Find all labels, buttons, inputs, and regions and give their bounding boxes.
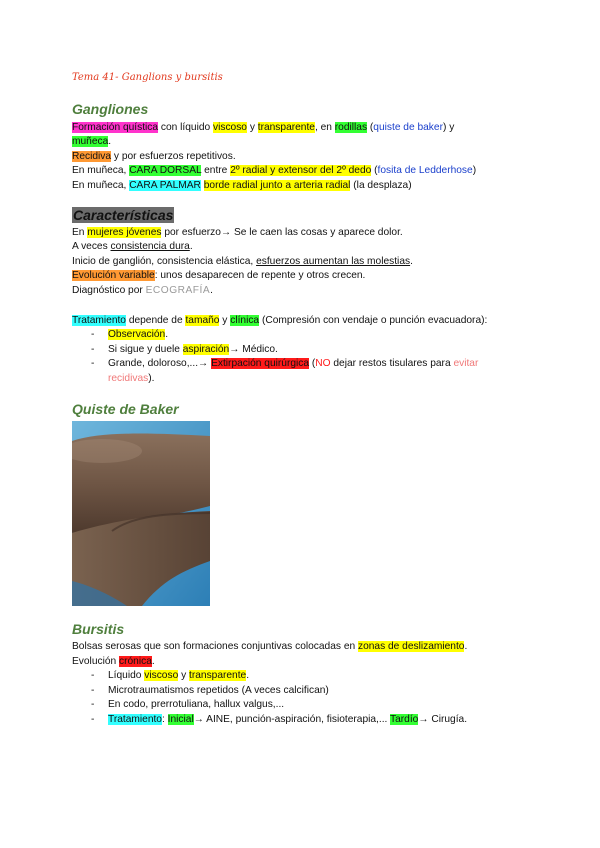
caracteristicas-line-2 <box>72 240 193 253</box>
bursitis-line-1 <box>72 640 467 653</box>
list-item <box>108 698 538 711</box>
text-span: ECOGRAFÍA <box>145 285 211 296</box>
text-span: Microtraumatismos repetidos (A veces calcifican) <box>108 685 329 696</box>
text-span: ) <box>472 165 477 176</box>
text-span: En muñeca, <box>72 180 130 191</box>
text-span: Grande, doloroso,... <box>108 358 199 369</box>
text-span: : <box>161 714 168 725</box>
bullet-dash: - <box>91 329 95 340</box>
text-span: esfuerzos aumentan las molestias <box>256 256 411 267</box>
text-span: aspiración <box>182 344 230 355</box>
text-span: muñeca <box>72 136 109 147</box>
text-span: viscoso <box>144 670 179 681</box>
text-span: Tratamiento <box>108 714 162 725</box>
text-span: . <box>410 256 413 267</box>
text-span: y <box>219 315 231 326</box>
caracteristicas-line-6 <box>72 314 487 327</box>
arrow-icon: → <box>418 714 429 725</box>
text-span: Bolsas serosas que son formaciones conjuntivas colocadas en <box>72 641 358 652</box>
text-span: 2º radial y extensor del 2º dedo <box>230 165 372 176</box>
text-span: : unos desaparecen de repente y otros crecen. <box>154 270 366 281</box>
text-span: y por esfuerzos repetitivos. <box>111 151 236 162</box>
text-span: Se le caen las cosas y aparece dolor. <box>231 227 403 238</box>
bullet-dash: - <box>91 714 95 725</box>
text-span: y <box>246 122 258 133</box>
text-span: Recidiva <box>72 151 112 162</box>
knee-photo <box>72 421 210 606</box>
text-span: En codo, prerrotuliana, hallux valgus,... <box>108 699 285 710</box>
text-span: En muñeca, <box>72 165 130 176</box>
list-item <box>108 328 538 341</box>
text-span: crónica <box>119 656 152 667</box>
ganglions-line-5 <box>72 179 412 192</box>
text-span: zonas de deslizamiento <box>357 641 465 652</box>
bullet-dash: - <box>91 685 95 696</box>
heading-bursitis: Bursitis <box>72 621 125 637</box>
text-span: ) y <box>442 122 455 133</box>
text-span: transparente <box>257 122 315 133</box>
heading-quiste-de-baker: Quiste de Baker <box>72 401 179 417</box>
text-span: y <box>178 670 190 681</box>
text-span: CARA PALMAR <box>129 180 201 191</box>
text-span: . <box>165 329 169 340</box>
list-item-line <box>108 357 538 370</box>
list-item <box>108 713 538 726</box>
text-span: Si sigue y duele <box>108 344 183 355</box>
list-item <box>108 343 538 356</box>
text-span: Evolución <box>72 656 120 667</box>
text-span: rodillas <box>334 122 368 133</box>
text-span: transparente <box>189 670 247 681</box>
text-span: borde radial junto a arteria radial <box>203 180 351 191</box>
arrow-icon: → <box>193 714 204 725</box>
text-span: Formación quística <box>72 122 159 133</box>
heading-caracteristicas <box>72 207 174 223</box>
text-span: recidivas <box>108 373 149 384</box>
text-span: . <box>189 241 193 252</box>
text-span: fosita de Ledderhose <box>377 165 473 176</box>
text-span: dejar restos tisulares para <box>330 358 454 369</box>
bullet-dash: - <box>91 344 95 355</box>
caracteristicas-line-4 <box>72 269 365 282</box>
list-item <box>108 357 538 385</box>
text-span: Evolución variable <box>72 270 155 281</box>
text-span: depende de <box>125 315 186 326</box>
text-span: AINE, punción-aspiración, fisioterapia,... <box>203 714 391 725</box>
ganglions-line-4 <box>72 164 476 177</box>
text-span: ( <box>371 165 378 176</box>
caracteristicas-line-5 <box>72 284 213 297</box>
text-span: . <box>210 285 213 296</box>
caracteristicas-line-1 <box>72 226 403 239</box>
text-span: . <box>108 136 112 147</box>
heading-caracteristicas-text: Características <box>73 207 174 223</box>
document-title: Tema 41- Ganglions y bursitis <box>72 72 223 83</box>
text-span: entre <box>201 165 231 176</box>
text-span: . <box>464 641 468 652</box>
bullet-dash: - <box>91 670 95 681</box>
text-span: Médico. <box>239 344 278 355</box>
text-span: NO <box>315 358 331 369</box>
text-span: ( <box>367 122 374 133</box>
text-span: . <box>246 670 250 681</box>
text-span: quiste de baker <box>373 122 443 133</box>
list-item <box>108 669 538 682</box>
arrow-icon: → <box>229 344 240 355</box>
text-span: mujeres jóvenes <box>87 227 162 238</box>
text-span: por esfuerzo <box>161 227 221 238</box>
text-span: con líquido <box>158 122 213 133</box>
ganglions-line-2 <box>72 135 111 148</box>
ganglions-line-3 <box>72 150 236 163</box>
text-span: Observación <box>108 329 166 340</box>
text-span: viscoso <box>213 122 247 133</box>
text-span: tamaño <box>185 315 220 326</box>
text-span: A veces <box>72 241 111 252</box>
text-span: (Compresión con vendaje o punción evacuadora): <box>259 315 488 326</box>
arrow-icon: → <box>198 358 209 369</box>
text-span: En <box>72 227 88 238</box>
ganglions-line-1 <box>72 121 454 134</box>
text-span: evitar <box>453 358 479 369</box>
text-span: Tardío <box>390 714 419 725</box>
text-span: Líquido <box>108 670 145 681</box>
text-span: Cirugía. <box>428 714 468 725</box>
text-span: ). <box>148 373 155 384</box>
list-item <box>108 684 538 697</box>
text-span: , en <box>314 122 335 133</box>
text-span: consistencia dura <box>110 241 190 252</box>
caracteristicas-line-3 <box>72 255 413 268</box>
text-span: clínica <box>230 315 260 326</box>
text-span: Extirpación quirúrgica <box>211 358 310 369</box>
heading-gangliones: Gangliones <box>72 101 149 117</box>
text-span: Tratamiento <box>72 315 126 326</box>
text-span: (la desplaza) <box>350 180 412 191</box>
bullet-dash: - <box>91 358 95 369</box>
text-span: Inicial <box>167 714 194 725</box>
list-item-line <box>108 372 538 385</box>
text-span: ( <box>309 358 316 369</box>
bullet-dash: - <box>91 699 95 710</box>
arrow-icon: → <box>220 227 232 238</box>
text-span: . <box>151 656 155 667</box>
bursitis-line-2 <box>72 655 155 668</box>
text-span: CARA DORSAL <box>129 165 202 176</box>
text-span: Diagnóstico por <box>72 285 146 296</box>
text-span: Inicio de ganglión, consistencia elástica, <box>72 256 257 267</box>
